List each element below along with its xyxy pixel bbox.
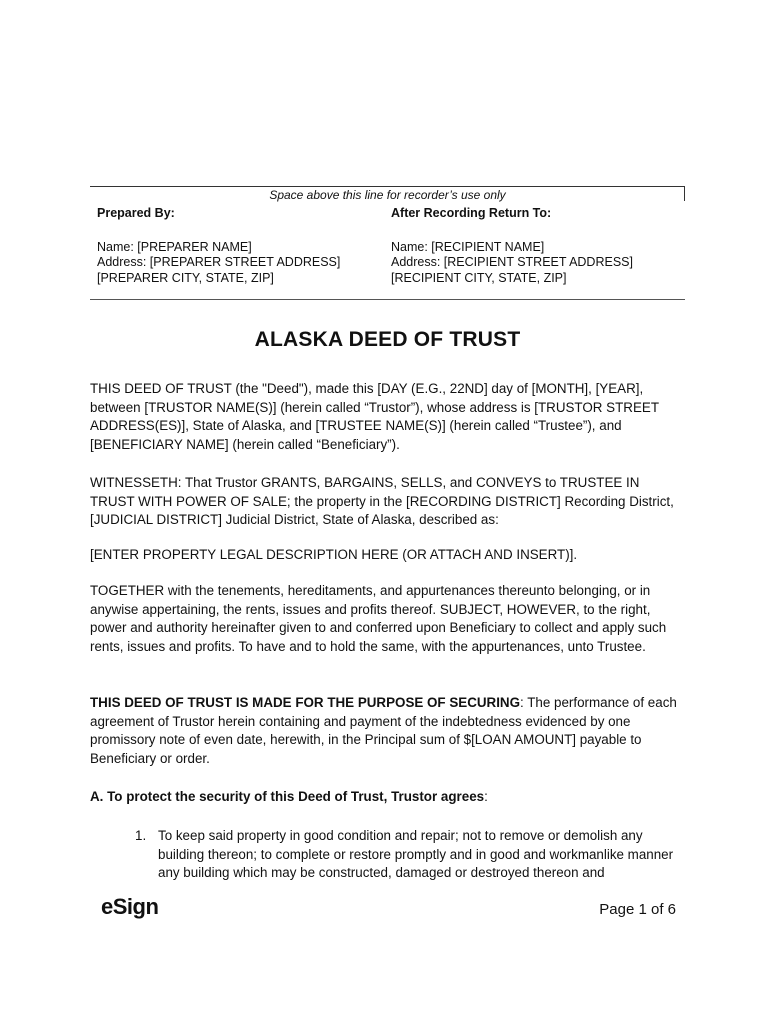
- recipient-city: [RECIPIENT CITY, STATE, ZIP]: [391, 270, 567, 285]
- esign-logo: eSign: [101, 894, 159, 919]
- purpose-paragraph: [90, 694, 680, 768]
- preparer-address: Address: [PREPARER STREET ADDRESS]: [97, 255, 341, 269]
- witnesseth-paragraph: WITNESSETH: That Trustor GRANTS, BARGAINS, SELLS, and CONVEYS to TRUSTEE IN TRUST WITH POWER OF SALE; the property in the [RECORDING DISTRICT] Recording District, [JUDICIAL DISTRICT] Judicial District, State of Alaska, described as:: [90, 475, 674, 528]
- together-paragraph: TOGETHER with the tenements, hereditaments, and appurtenances thereunto belonging, or in anywise appertaining, the rents, issues and profits thereof. SUBJECT, HOWEVER, to the right, power and authority hereinafter given to and conferred upon Beneficiary to collect and apply such rents, issues and profits. To have and to hold the same, with the appurtenances, unto Trustee.: [90, 583, 667, 654]
- section-a-heading-suffix: :: [484, 789, 488, 804]
- return-to-block: [391, 206, 681, 286]
- intro-paragraph: THIS DEED OF TRUST (the "Deed"), made this [DAY (E.G., 22ND] day of [MONTH], [YEAR], between [TRUSTOR NAME(S)] (herein called “Trustor”), whose address is [TRUSTOR STREET ADDRESS(ES)], State of Alaska, and [TRUSTEE NAME(S)] (herein called “Trustee”), and [BENEFICIARY NAME] (herein called “Beneficiary”).: [90, 381, 659, 452]
- return-to-heading: After Recording Return To:: [391, 206, 552, 220]
- recipient-name: Name: [RECIPIENT NAME]: [391, 239, 545, 254]
- list-item-number: 1.: [135, 828, 147, 843]
- prepared-by-block: [97, 206, 382, 286]
- page-number: Page 1 of 6: [599, 901, 676, 918]
- prepared-by-heading: Prepared By:: [97, 206, 175, 220]
- list-item-text: To keep said property in good condition and repair; not to remove or demolish any building thereon; to complete or restore promptly and in good and workmanlike manner any building which may be constructed, damaged or destroyed thereon and: [158, 828, 674, 881]
- section-a-heading-text: A. To protect the security of this Deed of Trust, Trustor agrees: [90, 789, 485, 804]
- purpose-text: : The performance of each agreement of Trustor herein containing and payment of the indebtedness evidenced by one promissory note of even date, herewith, in the Principal sum of $[LOAN AMOUNT] payable to Beneficiary or order.: [90, 695, 677, 766]
- preparer-city: [PREPARER CITY, STATE, ZIP]: [97, 270, 274, 285]
- section-a-heading: [90, 788, 488, 807]
- header-separator: [90, 299, 685, 300]
- document-title: ALASKA DEED OF TRUST: [254, 328, 521, 351]
- purpose-bold-text: THIS DEED OF TRUST IS MADE FOR THE PURPOSE OF SECURING: [90, 695, 521, 710]
- recipient-address: Address: [RECIPIENT STREET ADDRESS]: [391, 255, 633, 269]
- recorder-line: [90, 186, 685, 187]
- legal-description-paragraph: [ENTER PROPERTY LEGAL DESCRIPTION HERE (OR ATTACH AND INSERT)].: [90, 547, 578, 562]
- preparer-name: Name: [PREPARER NAME]: [97, 239, 252, 254]
- recorder-note: Space above this line for recorder’s use only: [269, 188, 506, 202]
